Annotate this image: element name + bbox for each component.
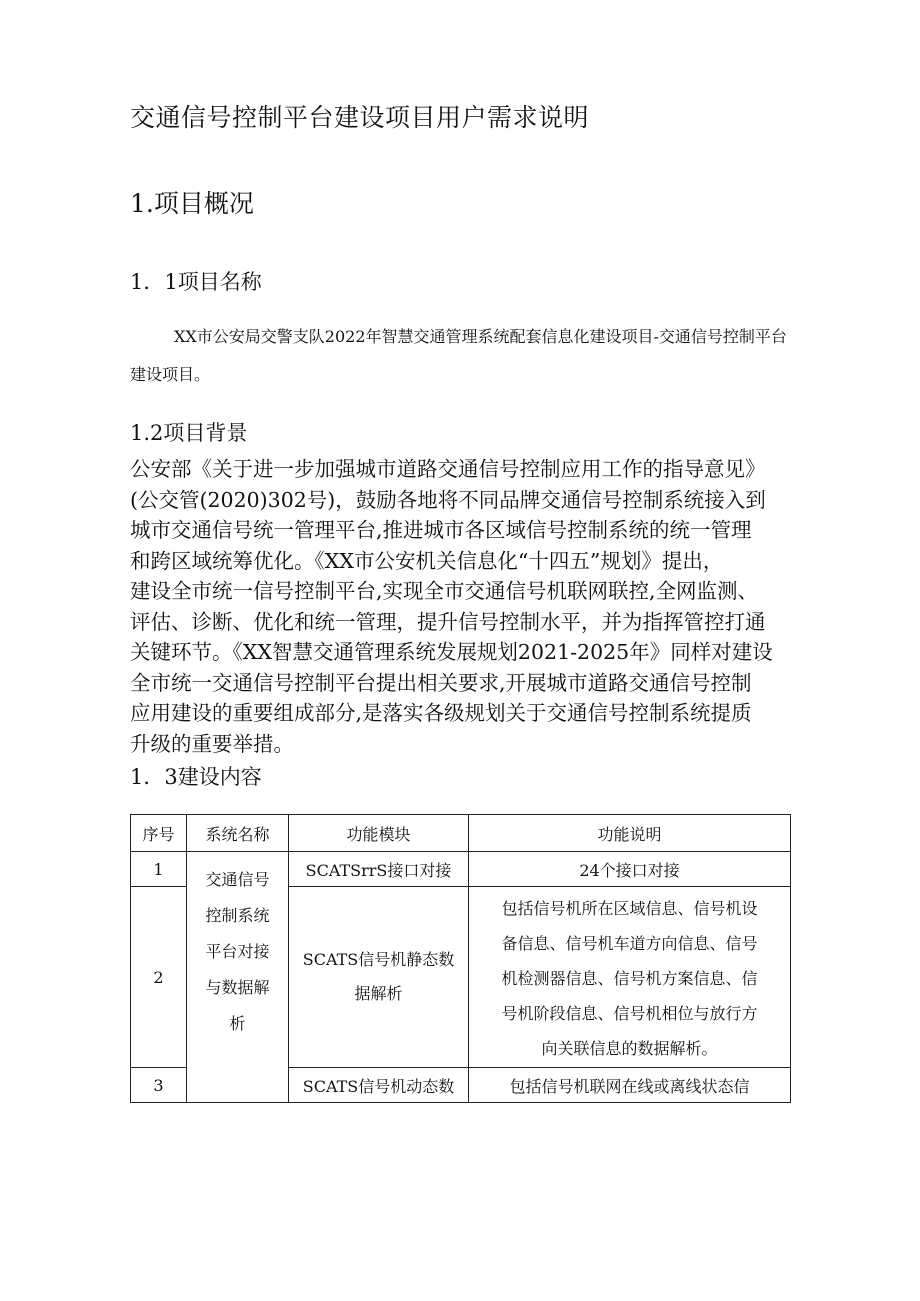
paragraph-line: (公交管(2020)302号)，鼓励各地将不同品牌交通信号控制系统接入到 <box>130 487 766 512</box>
table-header-row <box>131 815 791 852</box>
description-cell: 包括信号机联网在线或离线状态信 <box>469 1068 791 1103</box>
paragraph-line: 全市统一交通信号控制平台提出相关要求,开展城市道路交通信号控制 <box>130 670 752 695</box>
paragraph-line: 建设全市统一信号控制平台,实现全市交通信号机联网联控,全网监测、 <box>130 579 759 603</box>
section-1-heading: 1.项目概况 <box>130 189 254 218</box>
row-no: 3 <box>131 1068 187 1103</box>
description-line: 备信息、信号机车道方向信息、信号 <box>501 933 758 953</box>
table-row <box>131 852 791 887</box>
system-name-line: 与数据解 <box>205 978 270 997</box>
section-1-2-heading: 1.2项目背景 <box>130 421 248 445</box>
paragraph-line: 公安部《关于进一步加强城市道路交通信号控制应用工作的指导意见》 <box>130 457 766 481</box>
module-line: SCATS信号机静态数 <box>302 950 455 969</box>
system-name-line: 平台对接 <box>205 942 270 961</box>
row-no: 1 <box>131 852 187 887</box>
description-line: 机检测器信息、信号机方案信息、信 <box>501 968 758 988</box>
project-name-text: XX市公安局交警支队2022年智慧交通管理系统配套信息化建设项目-交通信号控制平台建设项目。 <box>130 327 787 384</box>
description-cell <box>469 887 791 1068</box>
description-line: 向关联信息的数据解析。 <box>541 1038 718 1058</box>
paragraph-line: 城市交通信号统一管理平台,推进城市各区域信号控制系统的统一管理 <box>130 518 752 542</box>
row-no: 2 <box>131 887 187 1068</box>
system-name-cell <box>187 852 289 1103</box>
module-cell: SCATS信号机动态数 <box>289 1068 469 1103</box>
document-title: 交通信号控制平台建设项目用户需求说明 <box>130 103 590 132</box>
paragraph-line: 评估、诊断、优化和统一管理，提升信号控制水平，并为指挥管控打通 <box>130 609 766 634</box>
system-name-line: 析 <box>229 1014 246 1033</box>
construction-content-table <box>130 814 791 1103</box>
header-module: 功能模块 <box>289 815 469 852</box>
description-cell: 24个接口对接 <box>469 852 791 887</box>
header-no: 序号 <box>131 815 187 852</box>
system-name-line: 交通信号 <box>205 870 270 889</box>
section-1-2-body <box>130 454 773 759</box>
section-1-1-body <box>130 318 790 394</box>
paragraph-line: 升级的重要举措。 <box>130 731 294 756</box>
header-system-name: 系统名称 <box>187 815 289 852</box>
section-1-1-heading: 1．1项目名称 <box>130 270 262 294</box>
paragraph-line: 关键环节。《XX智慧交通管理系统发展规划2021-2025年》同样对建设 <box>130 640 773 664</box>
paragraph-line: 应用建设的重要组成部分,是落实各级规划关于交通信号控制系统提质 <box>130 701 752 725</box>
description-line: 包括信号机所在区域信息、信号机设 <box>501 898 758 918</box>
description-line: 号机阶段信息、信号机相位与放行方 <box>501 1003 758 1023</box>
header-description: 功能说明 <box>469 815 791 852</box>
paragraph-line: 和跨区域统筹优化。《XX市公安机关信息化“十四五”规划》提出， <box>130 548 724 573</box>
system-name-line: 控制系统 <box>205 906 270 925</box>
module-line: 据解析 <box>354 984 403 1003</box>
module-cell <box>289 887 469 1068</box>
module-cell: SCATSrrS接口对接 <box>289 852 469 887</box>
section-1-3-heading: 1．3建设内容 <box>130 765 262 789</box>
